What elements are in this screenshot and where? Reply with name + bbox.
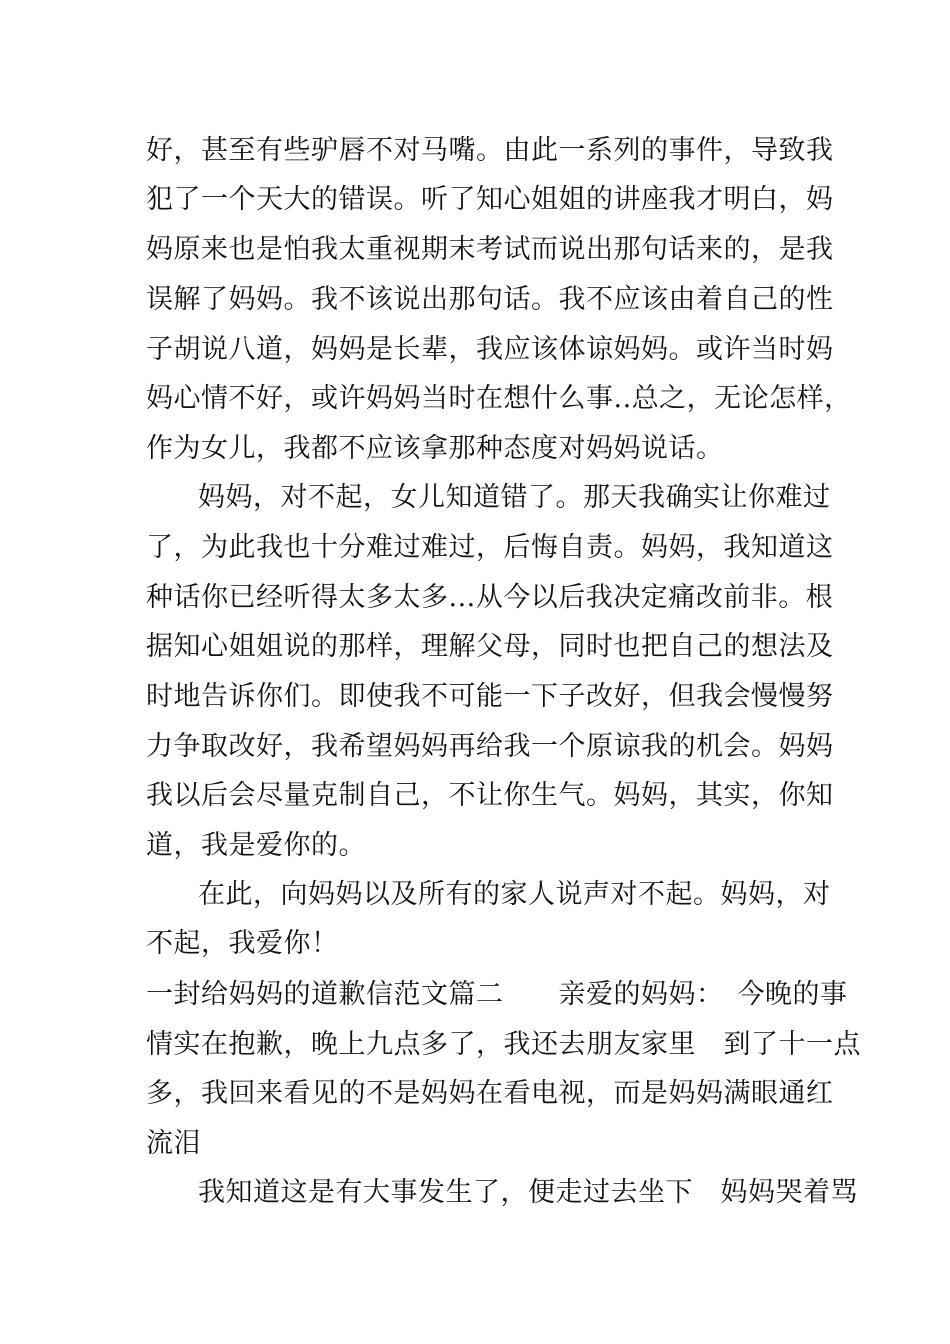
text-line: 在此，向妈妈以及所有的家人说声对不起。妈妈，对	[198, 879, 831, 910]
text-line: 不起，我爱你！	[146, 928, 339, 959]
section-heading-line: 一封给妈妈的道歉信范文篇二 亲爱的妈妈： 今晚的事	[146, 979, 848, 1010]
text-line: 好，甚至有些驴唇不对马嘴。由此一系列的事件，导致我	[146, 135, 834, 166]
text-line: 时地告诉你们。即使我不可能一下子改好，但我会慢慢努	[146, 681, 834, 712]
text-line: 多，我回来看见的不是妈妈在看电视，而是妈妈满眼通红	[146, 1078, 834, 1109]
text-line: 流泪	[146, 1128, 201, 1159]
text-line: 种话你已经听得太多太多...从今以后我决定痛改前非。根	[146, 582, 834, 613]
text-line: 作为女儿，我都不应该拿那种态度对妈妈说话。	[146, 433, 724, 464]
text-line: 妈心情不好，或许妈妈当时在想什么事..总之，无论怎样，	[146, 383, 852, 414]
text-line: 子胡说八道，妈妈是长辈，我应该体谅妈妈。或许当时妈	[146, 334, 834, 365]
text-line: 情实在抱歉，晚上九点多了，我还去朋友家里 到了十一点	[146, 1029, 861, 1060]
text-line: 力争取改好，我希望妈妈再给我一个原谅我的机会。妈妈	[146, 731, 834, 762]
text-line: 了，为此我也十分难过难过，后悔自责。妈妈，我知道这	[146, 532, 834, 563]
text-line: 犯了一个天大的错误。听了知心姐姐的讲座我才明白，妈	[146, 184, 834, 215]
text-line: 妈妈，对不起，女儿知道错了。那天我确实让你难过	[198, 482, 831, 513]
text-line: 道，我是爱你的。	[146, 830, 366, 861]
text-line: 我知道这是有大事发生了，便走过去坐下 妈妈哭着骂	[198, 1177, 858, 1208]
text-line: 妈原来也是怕我太重视期末考试而说出那句话来的，是我	[146, 234, 834, 265]
text-line: 据知心姐姐说的那样，理解父母，同时也把自己的想法及	[146, 631, 834, 662]
text-line: 我以后会尽量克制自己，不让你生气。妈妈，其实，你知	[146, 780, 834, 811]
text-line: 误解了妈妈。我不该说出那句话。我不应该由着自己的性	[146, 284, 834, 315]
